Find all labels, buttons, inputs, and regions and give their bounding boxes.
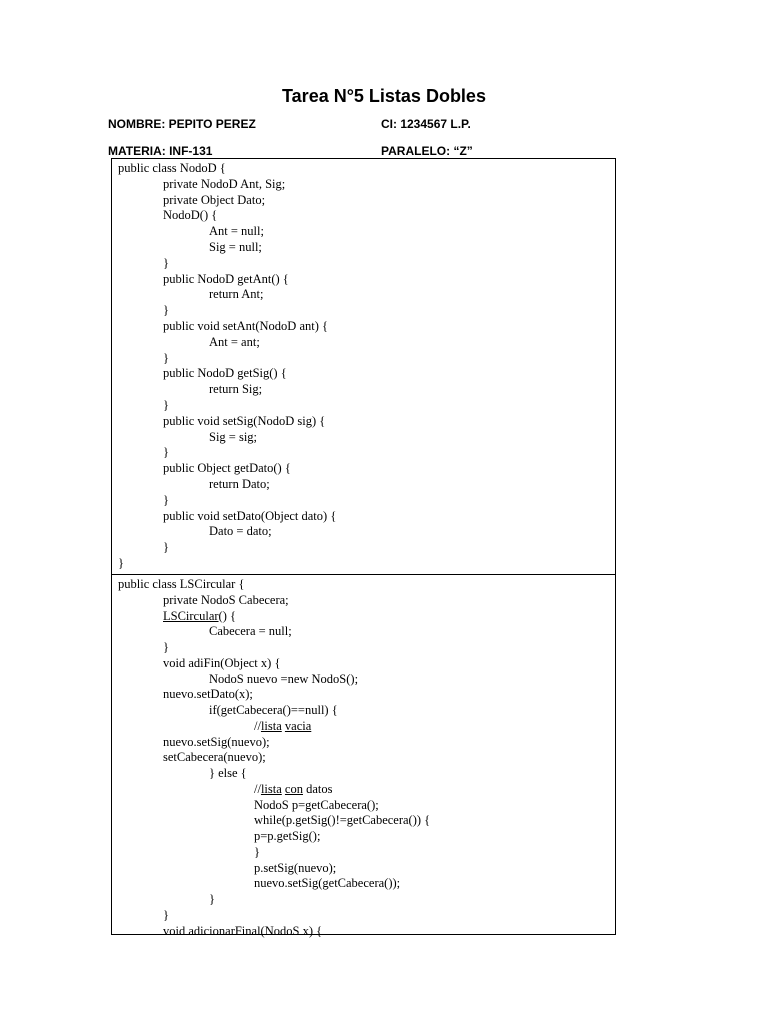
code-token: vacia (284, 718, 312, 733)
code-token: () { (218, 608, 236, 623)
code-token: lista (260, 781, 282, 796)
code-line: NodoD() { (163, 208, 218, 223)
code-line: nuevo.setSig(nuevo); (163, 734, 270, 749)
code-line: public class LSCircular { (118, 577, 245, 591)
code-line: while(p.getSig()!=getCabecera()) { (254, 813, 431, 828)
code-line: public class NodoD { (118, 161, 226, 175)
code-line: } (163, 255, 169, 270)
code-line: public NodoD getAnt() { (163, 271, 289, 286)
code-block-lscircular (118, 577, 430, 939)
code-line: setCabecera(nuevo); (163, 750, 266, 765)
code-line: p.setSig(nuevo); (254, 860, 337, 875)
code-line: return Sig; (209, 382, 263, 397)
code-table (111, 158, 616, 938)
page-title: Tarea N°5 Listas Dobles (282, 86, 486, 106)
code-line: nuevo.setDato(x); (163, 687, 253, 702)
code-line: public void setAnt(NodoD ant) { (163, 318, 329, 333)
code-line: public void setDato(Object dato) { (163, 508, 337, 523)
code-line: NodoS nuevo =new NodoS(); (209, 671, 359, 686)
code-line: Dato = dato; (209, 524, 272, 539)
code-token: datos (306, 781, 333, 796)
code-line: Ant = null; (209, 224, 264, 239)
code-line: private NodoD Ant, Sig; (163, 176, 286, 191)
code-line: NodoS p=getCabecera(); (254, 797, 379, 812)
code-line: Ant = ant; (209, 334, 260, 349)
code-block-nodod (118, 161, 336, 572)
code-line: Cabecera = null; (209, 624, 292, 639)
student-name: NOMBRE: PEPITO PEREZ (108, 117, 256, 131)
code-line: nuevo.setSig(getCabecera()); (254, 876, 401, 891)
code-line: } (163, 640, 169, 654)
code-line: private NodoS Cabecera; (163, 592, 289, 607)
code-token: // (254, 781, 261, 796)
code-line: } (163, 907, 169, 922)
class-section: PARALELO: “Z” (381, 144, 473, 158)
code-line: } (209, 892, 215, 906)
code-cell-lscircular (112, 575, 615, 938)
code-token: lista (260, 718, 282, 733)
student-id: CI: 1234567 L.P. (381, 117, 471, 131)
code-line: public void setSig(NodoD sig) { (163, 413, 326, 428)
code-line: } (163, 540, 169, 555)
code-line: p=p.getSig(); (254, 829, 321, 843)
code-line: private Object Dato; (163, 192, 266, 207)
code-line: public NodoD getSig() { (163, 366, 287, 381)
code-line: Sig = null; (209, 239, 262, 254)
course-code: MATERIA: INF-131 (108, 144, 213, 158)
code-line: return Dato; (209, 476, 270, 491)
code-line: return Ant; (209, 287, 264, 302)
code-line (118, 609, 430, 625)
code-line: } (254, 844, 260, 859)
code-line: } (163, 303, 169, 318)
code-line: void adiFin(Object x) { (163, 655, 281, 670)
code-line: if(getCabecera()==null) { (209, 703, 338, 717)
code-line: Sig = sig; (209, 429, 258, 444)
code-line: } else { (209, 766, 247, 780)
code-token: con (284, 781, 303, 796)
code-token: LSCircular (163, 608, 219, 623)
code-line: } (163, 492, 169, 507)
code-cell-nodod (112, 159, 615, 575)
code-token: // (254, 718, 261, 733)
code-line (118, 782, 430, 798)
code-line: } (163, 397, 169, 412)
code-line (118, 719, 430, 735)
code-line: } (163, 350, 169, 365)
code-line: public Object getDato() { (163, 461, 291, 476)
code-line: } (118, 555, 124, 570)
code-line: void adicionarFinal(NodoS x) { (163, 923, 323, 938)
code-line: } (163, 445, 169, 460)
